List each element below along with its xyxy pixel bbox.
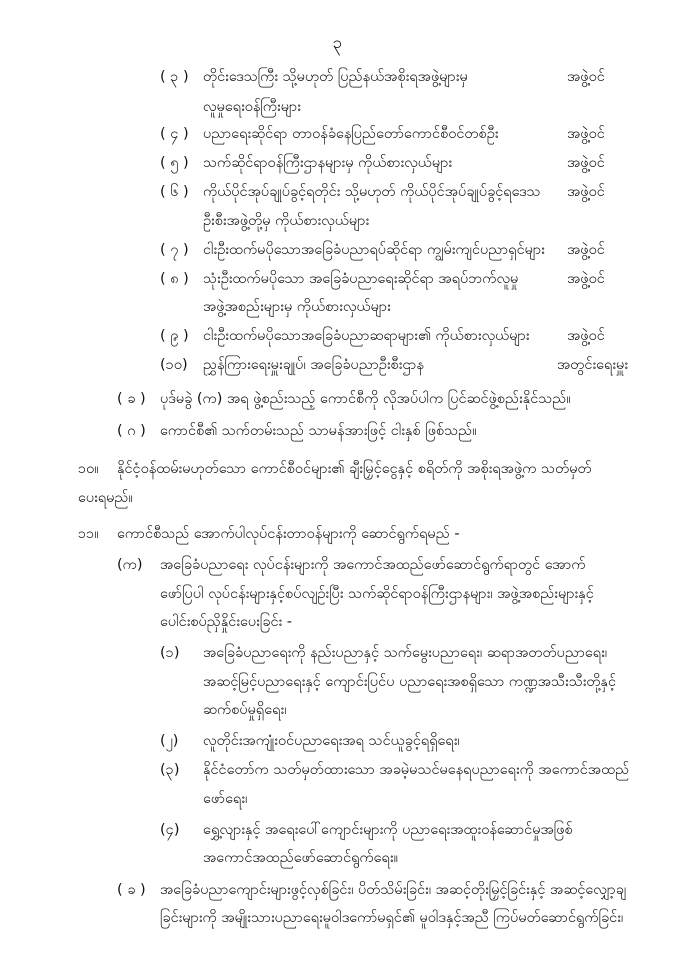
item-number: (၂)	[160, 733, 179, 749]
clause-number: ( ဂ )	[117, 423, 146, 439]
list-number: ( ၈ )	[160, 271, 189, 287]
member-role: အတွင်းရေးမှူး	[557, 357, 628, 373]
member-role: အဖွဲ့ဝင်	[567, 184, 605, 200]
member-role: အဖွဲ့ဝင်	[567, 242, 605, 258]
member-role: အဖွဲ့ဝင်	[567, 271, 605, 287]
clause-text: ကောင်စီ၏ သက်တမ်းသည် သာမန်အားဖြင့် ငါးနှစ် ဖြစ်သည်။	[160, 423, 477, 439]
list-number: ( ၄ )	[160, 126, 189, 142]
page-number: ၃	[332, 33, 343, 53]
clause-number: (က)	[117, 557, 143, 573]
section-number: ၁၀။	[78, 461, 99, 477]
item-number: (၃)	[160, 762, 180, 778]
list-item-text: ငါးဦးထက်မပိုသောအခြေခံပညာဆရာများ၏ ကိုယ်စားလှယ်များ	[203, 328, 530, 344]
item-text: နိုင်ငံတော်က သတ်မှတ်ထားသော အခမဲ့မသင်မနေရပညာရေးကို အကောင်အထည်	[203, 762, 630, 778]
item-text: အခြေခံပညာရေးကို နည်းပညာနှင့် သက်မွေးပညာရေး၊ ဆရာအတတ်ပညာရေး၊	[203, 645, 608, 661]
member-role: အဖွဲ့ဝင်	[567, 69, 605, 85]
list-item-text: အဖွဲ့အစည်းများမှ ကိုယ်စားလှယ်များ	[203, 299, 391, 315]
list-item-text: ကိုယ်ပိုင်အုပ်ချုပ်ခွင့်ရတိုင်း သို့မဟုတ် ကိုယ်ပိုင်အုပ်ချုပ်ခွင့်ရဒေသ	[203, 184, 541, 200]
list-item-text: သက်ဆိုင်ရာဝန်ကြီးဌာနများမှ ကိုယ်စားလှယ်များ	[203, 155, 453, 171]
item-text: ဆက်စပ်မှုရှိရေး၊	[203, 702, 287, 718]
section-text: ကောင်စီသည် အောက်ပါလုပ်ငန်းတာဝန်များကို ဆောင်ရွက်ရမည် -	[117, 526, 460, 542]
clause-text: ဖော်ပြပါ လုပ်ငန်းများနှင့်စပ်လျဉ်းပြီး သက်ဆိုင်ရာဝန်ကြီးဌာနများ၊ အဖွဲ့အစည်းများနှင့်	[160, 586, 594, 602]
list-item-text: လူမှုရေးဝန်ကြီးများ	[203, 99, 301, 115]
clause-text: ခြင်းများကို အမျိုးသားပညာရေးမူဝါဒကော်မရှင်၏ မူဝါဒနှင့်အညီ ကြပ်မတ်ဆောင်ရွက်ခြင်း၊	[160, 910, 624, 926]
list-item-text: ညွှန်ကြားရေးမှူးချုပ်၊ အခြေခံပညာဦးစီးဌာန	[203, 357, 424, 373]
clause-number: ( ခ )	[117, 391, 146, 407]
section-number: ၁၁။	[78, 526, 99, 542]
list-number: ( ၃ )	[160, 69, 189, 85]
item-number: (၄)	[160, 822, 180, 838]
item-text: လူတိုင်းအကျုံးဝင်ပညာရေးအရ သင်ယူခွင့်ရရှိရေး၊	[203, 733, 460, 749]
member-role: အဖွဲ့ဝင်	[567, 155, 605, 171]
list-item-text: ပညာရေးဆိုင်ရာ တာဝန်ခံနေပြည်တော်ကောင်စီဝင်တစ်ဦး	[203, 126, 499, 142]
clause-number: ( ခ )	[117, 882, 146, 898]
item-text: ရွှေ့လျားနှင့် အရေးပေါ်ကျောင်းများကို ပညာရေးအထူးဝန်ဆောင်မှုအဖြစ်	[203, 822, 573, 838]
list-item-text: ငါးဦးထက်မပိုသောအခြေခံပညာရပ်ဆိုင်ရာ ကျွမ်းကျင်ပညာရှင်များ	[203, 242, 545, 258]
clause-text: အခြေခံပညာရေး လုပ်ငန်းများကို အကောင်အထည်ဖော်ဆောင်ရွက်ရာတွင် အောက်	[160, 557, 586, 573]
list-number: ( ၇ )	[160, 242, 189, 258]
clause-text: အခြေခံပညာကျောင်းများဖွင့်လှစ်ခြင်း၊ ပိတ်သိမ်းခြင်း၊ အဆင့်တိုးမြှင့်ခြင်းနှင့် အဆင့်လျှော့ချ	[160, 882, 627, 898]
item-text: ဖော်ရေး၊	[203, 791, 248, 807]
section-text: ပေးရမည်။	[78, 490, 133, 506]
member-role: အဖွဲ့ဝင်	[567, 126, 605, 142]
list-item-text: ဦးစီးအဖွဲ့တို့မှ ကိုယ်စားလှယ်များ	[203, 213, 370, 229]
list-number: ( ၉ )	[160, 328, 189, 344]
item-text: အဆင့်မြင့်ပညာရေးနှင့် ကျောင်းပြင်ပ ပညာရေးအစရှိသော ကဏ္ဍအသီးသီးတို့နှင့်	[203, 674, 617, 690]
list-number: (၁၀)	[160, 357, 188, 373]
member-role: အဖွဲ့ဝင်	[567, 328, 605, 344]
list-number: ( ၅ )	[160, 155, 189, 171]
section-text: နိုင်ငံ့ဝန်ထမ်းမဟုတ်သော ကောင်စီဝင်များ၏ ချီးမြှင့်ငွေနှင့် စရိတ်ကို အစိုးရအဖွဲ့က သတ်မှတ်	[117, 461, 592, 477]
item-text: အကောင်အထည်ဖော်ဆောင်ရွက်ရေး။	[203, 850, 398, 866]
item-number: (၁)	[160, 645, 180, 661]
clause-text: ပေါင်းစပ်ညှိနှိုင်းပေးခြင်း -	[160, 614, 293, 630]
clause-text: ပုဒ်မခွဲ (က) အရ ဖွဲ့စည်းသည့် ကောင်စီကို လိုအပ်ပါက ပြင်ဆင်ဖွဲ့စည်းနိုင်သည်။	[160, 391, 571, 407]
list-item-text: သုံးဦးထက်မပိုသော အခြေခံပညာရေးဆိုင်ရာ အရပ်ဘက်လူမှု	[203, 271, 519, 287]
list-item-text: တိုင်းဒေသကြီး သို့မဟုတ် ပြည်နယ်အစိုးရအဖွဲ့များမှ	[203, 69, 468, 85]
list-number: ( ၆ )	[160, 184, 189, 200]
